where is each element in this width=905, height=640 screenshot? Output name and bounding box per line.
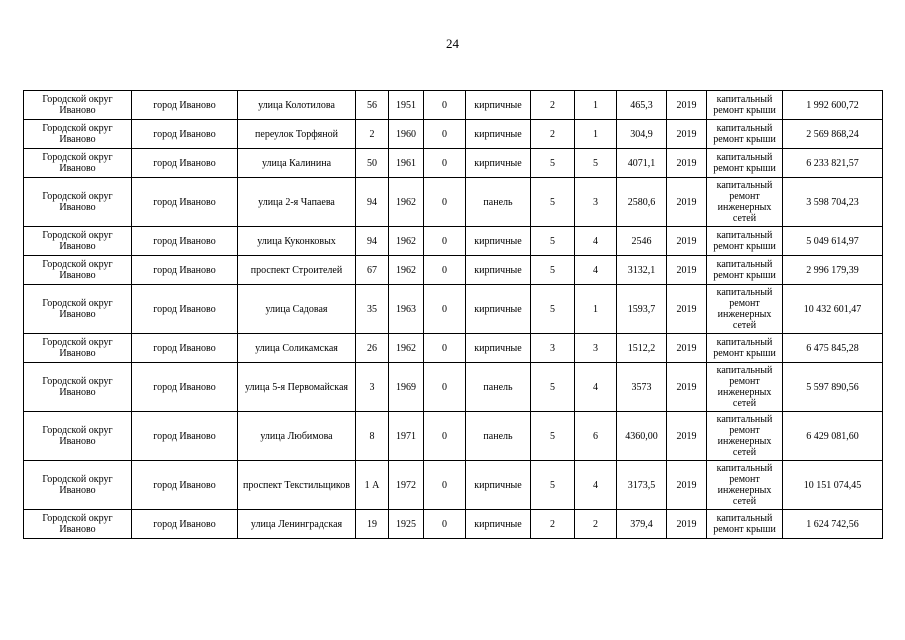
table-row (24, 334, 883, 363)
zero-cell: 0 (424, 149, 466, 178)
work-type-cell: капитальный ремонт инженерных сетей (707, 178, 783, 227)
municipality-cell: Городской округ Иваново (24, 412, 132, 461)
entrances-cell: 3 (575, 334, 617, 363)
table-row (24, 178, 883, 227)
zero-cell: 0 (424, 510, 466, 539)
wall-material-cell: кирпичные (466, 227, 531, 256)
work-type-cell: капитальный ремонт инженерных сетей (707, 461, 783, 510)
plan-year-cell: 2019 (667, 149, 707, 178)
municipality-cell: Городской округ Иваново (24, 334, 132, 363)
build-year-cell: 1962 (389, 227, 424, 256)
area-cell: 379,4 (617, 510, 667, 539)
house-number-cell: 50 (356, 149, 389, 178)
plan-year-cell: 2019 (667, 334, 707, 363)
zero-cell: 0 (424, 91, 466, 120)
area-cell: 1593,7 (617, 285, 667, 334)
work-type-cell: капитальный ремонт крыши (707, 510, 783, 539)
work-type-cell: капитальный ремонт инженерных сетей (707, 285, 783, 334)
area-cell: 4360,00 (617, 412, 667, 461)
city-cell: город Иваново (132, 256, 238, 285)
street-cell: улица Колотилова (238, 91, 356, 120)
build-year-cell: 1962 (389, 256, 424, 285)
floors-cell: 5 (531, 363, 575, 412)
city-cell: город Иваново (132, 334, 238, 363)
street-cell: проспект Строителей (238, 256, 356, 285)
municipality-cell: Городской округ Иваново (24, 363, 132, 412)
cost-cell: 2 996 179,39 (783, 256, 883, 285)
build-year-cell: 1951 (389, 91, 424, 120)
municipality-cell: Городской округ Иваново (24, 149, 132, 178)
floors-cell: 3 (531, 334, 575, 363)
floors-cell: 2 (531, 120, 575, 149)
wall-material-cell: панель (466, 178, 531, 227)
plan-year-cell: 2019 (667, 227, 707, 256)
cost-cell: 10 151 074,45 (783, 461, 883, 510)
entrances-cell: 4 (575, 461, 617, 510)
cost-cell: 5 049 614,97 (783, 227, 883, 256)
zero-cell: 0 (424, 285, 466, 334)
street-cell: проспект Текстильщиков (238, 461, 356, 510)
wall-material-cell: кирпичные (466, 91, 531, 120)
wall-material-cell: кирпичные (466, 334, 531, 363)
table-row (24, 149, 883, 178)
wall-material-cell: кирпичные (466, 256, 531, 285)
work-type-cell: капитальный ремонт крыши (707, 149, 783, 178)
municipality-cell: Городской округ Иваново (24, 256, 132, 285)
street-cell: улица 2-я Чапаева (238, 178, 356, 227)
zero-cell: 0 (424, 363, 466, 412)
area-cell: 4071,1 (617, 149, 667, 178)
entrances-cell: 4 (575, 256, 617, 285)
floors-cell: 2 (531, 91, 575, 120)
plan-year-cell: 2019 (667, 256, 707, 285)
floors-cell: 5 (531, 178, 575, 227)
work-type-cell: капитальный ремонт крыши (707, 120, 783, 149)
house-number-cell: 3 (356, 363, 389, 412)
plan-year-cell: 2019 (667, 285, 707, 334)
table-body (24, 91, 883, 539)
cost-cell: 10 432 601,47 (783, 285, 883, 334)
wall-material-cell: кирпичные (466, 285, 531, 334)
street-cell: улица Ленинградская (238, 510, 356, 539)
street-cell: улица Любимова (238, 412, 356, 461)
municipality-cell: Городской округ Иваново (24, 91, 132, 120)
zero-cell: 0 (424, 256, 466, 285)
floors-cell: 2 (531, 510, 575, 539)
build-year-cell: 1969 (389, 363, 424, 412)
build-year-cell: 1972 (389, 461, 424, 510)
municipality-cell: Городской округ Иваново (24, 178, 132, 227)
cost-cell: 6 429 081,60 (783, 412, 883, 461)
build-year-cell: 1971 (389, 412, 424, 461)
street-cell: улица Куконковых (238, 227, 356, 256)
plan-year-cell: 2019 (667, 91, 707, 120)
entrances-cell: 2 (575, 510, 617, 539)
table-row (24, 363, 883, 412)
floors-cell: 5 (531, 412, 575, 461)
entrances-cell: 1 (575, 285, 617, 334)
work-type-cell: капитальный ремонт крыши (707, 227, 783, 256)
city-cell: город Иваново (132, 227, 238, 256)
zero-cell: 0 (424, 334, 466, 363)
floors-cell: 5 (531, 285, 575, 334)
municipality-cell: Городской округ Иваново (24, 285, 132, 334)
zero-cell: 0 (424, 461, 466, 510)
table-row (24, 510, 883, 539)
area-cell: 2580,6 (617, 178, 667, 227)
plan-year-cell: 2019 (667, 510, 707, 539)
work-type-cell: капитальный ремонт крыши (707, 334, 783, 363)
build-year-cell: 1961 (389, 149, 424, 178)
cost-cell: 3 598 704,23 (783, 178, 883, 227)
municipality-cell: Городской округ Иваново (24, 510, 132, 539)
entrances-cell: 5 (575, 149, 617, 178)
cost-cell: 5 597 890,56 (783, 363, 883, 412)
house-number-cell: 26 (356, 334, 389, 363)
house-number-cell: 67 (356, 256, 389, 285)
wall-material-cell: панель (466, 412, 531, 461)
wall-material-cell: кирпичные (466, 120, 531, 149)
house-number-cell: 56 (356, 91, 389, 120)
table-row (24, 461, 883, 510)
work-type-cell: капитальный ремонт крыши (707, 91, 783, 120)
house-number-cell: 94 (356, 178, 389, 227)
cost-cell: 1 992 600,72 (783, 91, 883, 120)
wall-material-cell: кирпичные (466, 149, 531, 178)
area-cell: 465,3 (617, 91, 667, 120)
house-number-cell: 19 (356, 510, 389, 539)
street-cell: переулок Торфяной (238, 120, 356, 149)
city-cell: город Иваново (132, 363, 238, 412)
cost-cell: 1 624 742,56 (783, 510, 883, 539)
house-number-cell: 8 (356, 412, 389, 461)
housing-repair-table (23, 90, 883, 539)
zero-cell: 0 (424, 120, 466, 149)
street-cell: улица Соликамская (238, 334, 356, 363)
build-year-cell: 1963 (389, 285, 424, 334)
entrances-cell: 1 (575, 120, 617, 149)
page-number: 24 (446, 36, 459, 51)
plan-year-cell: 2019 (667, 178, 707, 227)
house-number-cell: 94 (356, 227, 389, 256)
city-cell: город Иваново (132, 510, 238, 539)
city-cell: город Иваново (132, 461, 238, 510)
municipality-cell: Городской округ Иваново (24, 461, 132, 510)
municipality-cell: Городской округ Иваново (24, 120, 132, 149)
build-year-cell: 1962 (389, 178, 424, 227)
plan-year-cell: 2019 (667, 461, 707, 510)
plan-year-cell: 2019 (667, 120, 707, 149)
area-cell: 3173,5 (617, 461, 667, 510)
work-type-cell: капитальный ремонт инженерных сетей (707, 412, 783, 461)
area-cell: 304,9 (617, 120, 667, 149)
street-cell: улица Садовая (238, 285, 356, 334)
table-row (24, 120, 883, 149)
municipality-cell: Городской округ Иваново (24, 227, 132, 256)
city-cell: город Иваново (132, 120, 238, 149)
plan-year-cell: 2019 (667, 363, 707, 412)
table-row (24, 227, 883, 256)
city-cell: город Иваново (132, 412, 238, 461)
build-year-cell: 1960 (389, 120, 424, 149)
city-cell: город Иваново (132, 91, 238, 120)
cost-cell: 6 475 845,28 (783, 334, 883, 363)
entrances-cell: 4 (575, 227, 617, 256)
work-type-cell: капитальный ремонт крыши (707, 256, 783, 285)
table-row (24, 256, 883, 285)
cost-cell: 6 233 821,57 (783, 149, 883, 178)
floors-cell: 5 (531, 227, 575, 256)
build-year-cell: 1962 (389, 334, 424, 363)
zero-cell: 0 (424, 178, 466, 227)
entrances-cell: 4 (575, 363, 617, 412)
area-cell: 1512,2 (617, 334, 667, 363)
city-cell: город Иваново (132, 149, 238, 178)
work-type-cell: капитальный ремонт инженерных сетей (707, 363, 783, 412)
house-number-cell: 2 (356, 120, 389, 149)
floors-cell: 5 (531, 256, 575, 285)
floors-cell: 5 (531, 461, 575, 510)
floors-cell: 5 (531, 149, 575, 178)
build-year-cell: 1925 (389, 510, 424, 539)
cost-cell: 2 569 868,24 (783, 120, 883, 149)
area-cell: 2546 (617, 227, 667, 256)
wall-material-cell: панель (466, 363, 531, 412)
city-cell: город Иваново (132, 285, 238, 334)
table-row (24, 412, 883, 461)
entrances-cell: 3 (575, 178, 617, 227)
wall-material-cell: кирпичные (466, 510, 531, 539)
street-cell: улица 5-я Первомайская (238, 363, 356, 412)
table-row (24, 285, 883, 334)
table-row (24, 91, 883, 120)
zero-cell: 0 (424, 227, 466, 256)
area-cell: 3573 (617, 363, 667, 412)
entrances-cell: 1 (575, 91, 617, 120)
wall-material-cell: кирпичные (466, 461, 531, 510)
entrances-cell: 6 (575, 412, 617, 461)
street-cell: улица Калинина (238, 149, 356, 178)
plan-year-cell: 2019 (667, 412, 707, 461)
city-cell: город Иваново (132, 178, 238, 227)
area-cell: 3132,1 (617, 256, 667, 285)
house-number-cell: 1 А (356, 461, 389, 510)
zero-cell: 0 (424, 412, 466, 461)
house-number-cell: 35 (356, 285, 389, 334)
